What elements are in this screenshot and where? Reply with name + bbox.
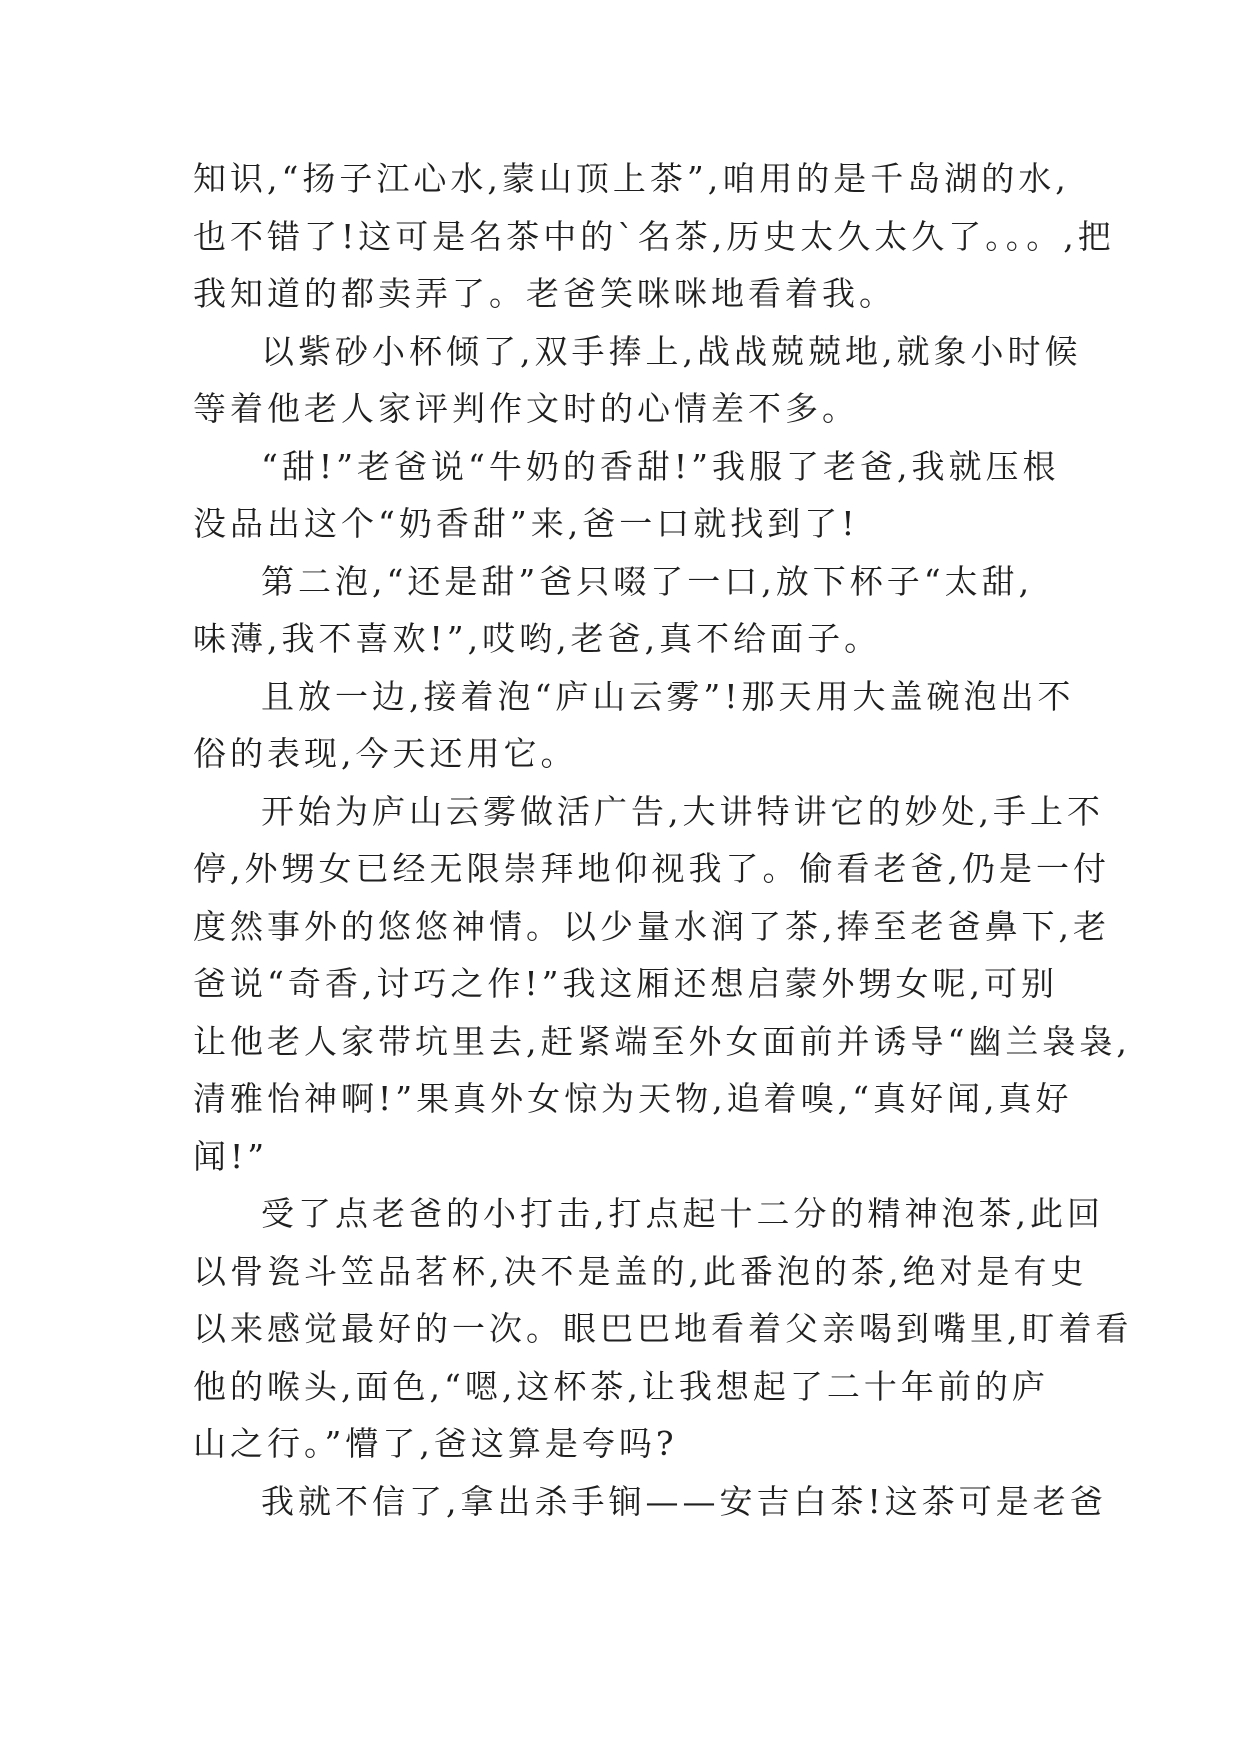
text-line: 我就不信了,拿出杀手锏——安吉白茶!这茶可是老爸 (261, 1481, 1107, 1521)
text-line: “甜!”老爸说“牛奶的香甜!”我服了老爸,我就压根 (261, 446, 1060, 486)
text-line: 受了点老爸的小打击,打点起十二分的精神泡茶,此回 (261, 1194, 1104, 1233)
text-line: 他的喉头,面色,“嗯,这杯茶,让我想起了二十年前的庐 (193, 1366, 1049, 1406)
text-line: 清雅怡神啊!”果真外女惊为天物,追着嗅,“真好闻,真好 (193, 1079, 1073, 1118)
text-line: 第二泡,“还是甜”爸只啜了一口,放下杯子“太甜, (261, 561, 1034, 601)
text-line: 爸说“奇香,讨巧之作!”我这厢还想启蒙外甥女呢,可别 (193, 964, 1058, 1003)
text-line: 俗的表现,今天还用它。 (193, 734, 578, 773)
text-line: 山之行。”懵了,爸这算是夸吗? (193, 1424, 678, 1463)
text-line: 以骨瓷斗笠品茗杯,决不是盖的,此番泡的茶,绝对是有史 (193, 1251, 1088, 1291)
text-line: 以紫砂小杯倾了,双手捧上,战战兢兢地,就象小时候 (261, 331, 1082, 371)
text-line: 也不错了!这可是名茶中的`名茶,历史太久太久了。。。,把 (193, 216, 1115, 256)
body-text (193, 150, 1133, 1530)
text-line: 度然事外的悠悠神情。以少量水润了茶,捧至老爸鼻下,老 (193, 906, 1110, 946)
text-line: 味薄,我不喜欢!”,哎哟,老爸,真不给面子。 (193, 619, 882, 658)
text-line: 停,外甥女已经无限崇拜地仰视我了。偷看老爸,仍是一付 (193, 849, 1110, 888)
text-line: 我知道的都卖弄了。老爸笑咪咪地看着我。 (193, 274, 896, 313)
text-line: 闻!” (193, 1136, 269, 1176)
text-line: 让他老人家带坑里去,赶紧端至外女面前并诱导“幽兰袅袅, (193, 1021, 1131, 1061)
text-line: 等着他老人家评判作文时的心情差不多。 (193, 389, 859, 428)
text-line: 没品出这个“奶香甜”来,爸一口就找到了! (193, 504, 859, 543)
text-line: 以来感觉最好的一次。眼巴巴地看着父亲喝到嘴里,盯着看 (193, 1309, 1133, 1348)
text-line: 且放一边,接着泡“庐山云雾”!那天用大盖碗泡出不 (261, 676, 1075, 716)
text-line: 开始为庐山云雾做活广告,大讲特讲它的妙处,手上不 (261, 791, 1104, 831)
text-line: 知识,“扬子江心水,蒙山顶上茶”,咱用的是千岛湖的水, (193, 159, 1070, 198)
